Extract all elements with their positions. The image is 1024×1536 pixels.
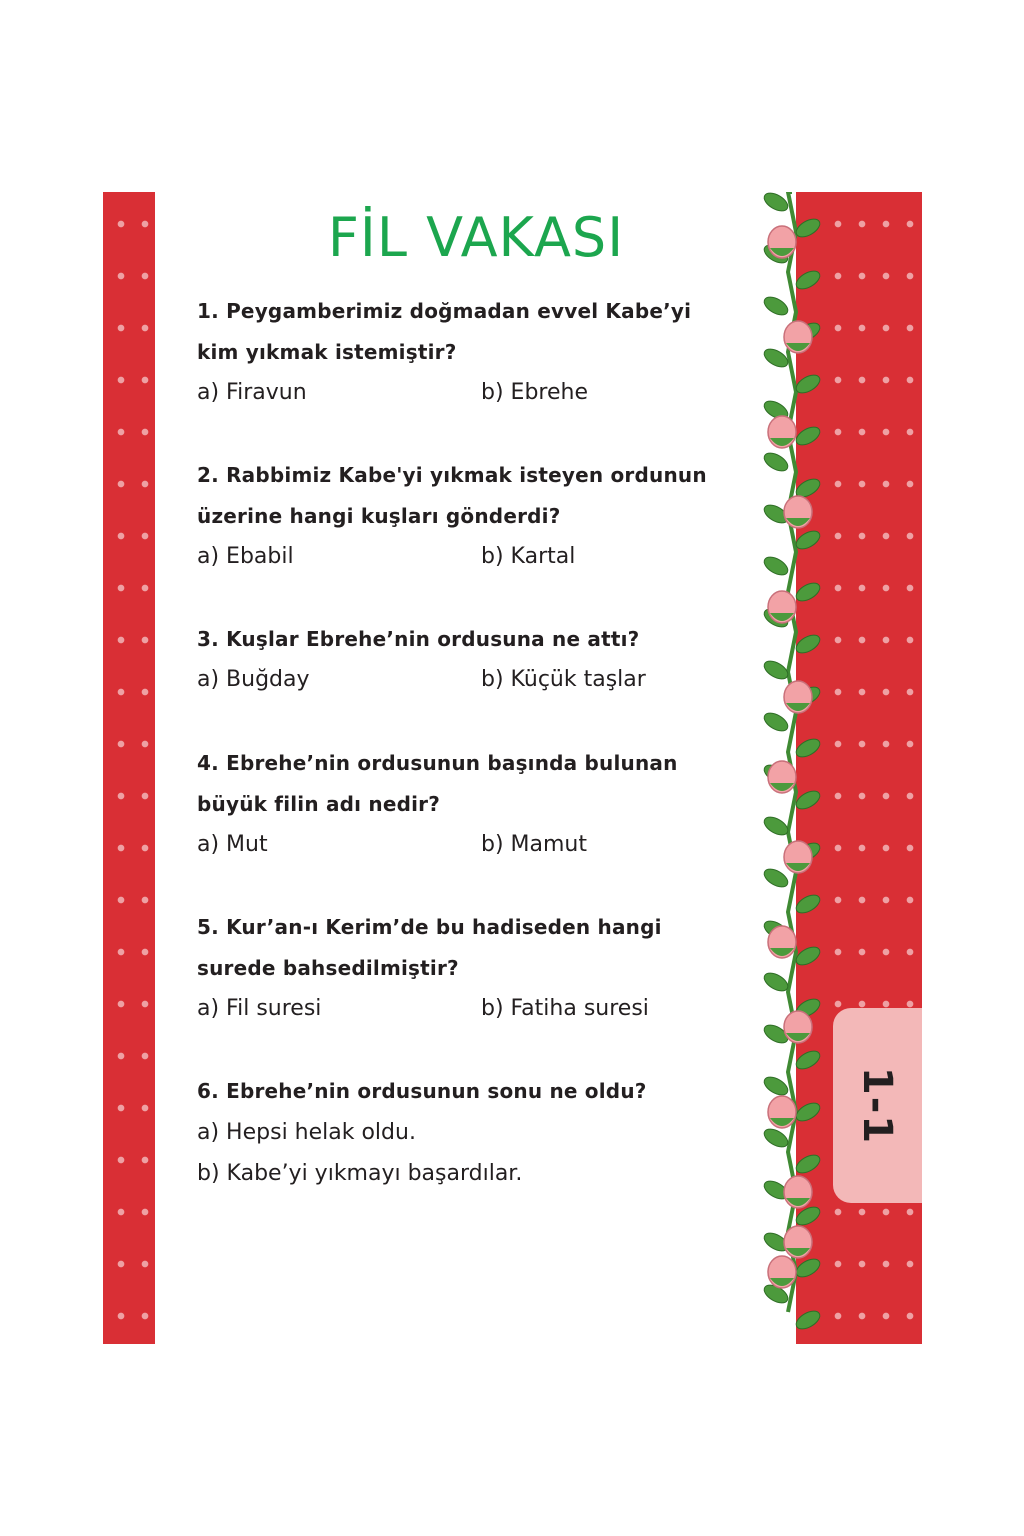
leaf-icon (761, 553, 791, 578)
option-b: b) Kartal (481, 544, 576, 569)
option-b: b) Ebrehe (481, 380, 588, 405)
question-text: 3. Kuşlar Ebrehe’nin ordusuna ne attı? (197, 627, 640, 651)
leaf-icon (793, 215, 822, 240)
option-b: b) Mamut (481, 832, 588, 857)
leaf-icon (793, 631, 822, 656)
flower-vine-decoration (752, 192, 822, 1344)
option-b: b) Fatiha suresi (481, 996, 649, 1021)
leaf-icon (793, 1151, 822, 1176)
leaf-icon (793, 735, 822, 760)
rosebud-icon (784, 1226, 812, 1258)
rosebud-icon (768, 761, 796, 793)
rosebud-icon (768, 591, 796, 623)
leaf-icon (761, 1073, 791, 1098)
rosebud-icon (768, 416, 796, 448)
leaf-icon (761, 657, 791, 682)
question-5 (197, 907, 737, 1029)
option-b: b) Kabe’yi yıkmayı başardılar. (197, 1161, 523, 1186)
option-a: a) Buğday (197, 667, 310, 692)
leaf-icon (793, 527, 822, 552)
question-text: 1. Peygamberimiz doğmadan evvel Kabe’yi kim yıkmak istemiştir? (197, 299, 692, 364)
option-a: a) Mut (197, 832, 268, 857)
question-2 (197, 455, 737, 577)
leaf-icon (761, 709, 791, 734)
rosebud-icon (784, 1011, 812, 1043)
leaf-icon (793, 1255, 822, 1280)
leaf-icon (793, 267, 822, 292)
question-text: 4. Ebrehe’nin ordusunun başında bulunan büyük filin adı nedir? (197, 751, 678, 816)
option-a: a) Hepsi helak oldu. (197, 1120, 416, 1145)
option-a: a) Ebabil (197, 544, 294, 569)
question-4 (197, 743, 737, 865)
rosebud-icon (768, 926, 796, 958)
rosebud-icon (784, 1176, 812, 1208)
leaf-icon (793, 423, 822, 448)
question-text: 5. Kur’an-ı Kerim’de bu hadiseden hangi surede bahsedilmiştir? (197, 915, 662, 980)
leaf-icon (793, 1307, 822, 1332)
page-number-label: 1-1 (854, 1066, 901, 1145)
question-3 (197, 619, 737, 700)
leaf-icon (793, 579, 822, 604)
rosebud-icon (784, 321, 812, 353)
question-1 (197, 291, 737, 413)
leaf-icon (761, 449, 791, 474)
rosebud-icon (768, 1096, 796, 1128)
page-title: FİL VAKASI (327, 206, 625, 269)
leaf-icon (793, 891, 822, 916)
option-a: a) Fil suresi (197, 996, 322, 1021)
question-text: 2. Rabbimiz Kabe'yi yıkmak isteyen ordunun üzerine hangi kuşları gönderdi? (197, 463, 707, 528)
leaf-icon (793, 1099, 822, 1124)
left-decorative-strip (103, 192, 155, 1344)
leaf-icon (793, 1047, 822, 1072)
option-b: b) Küçük taşlar (481, 667, 646, 692)
leaf-icon (761, 813, 791, 838)
rosebud-icon (784, 841, 812, 873)
vine-stem (788, 192, 796, 1312)
leaf-icon (761, 865, 791, 890)
leaf-icon (761, 293, 791, 318)
question-6 (197, 1071, 737, 1194)
rosebud-icon (784, 496, 812, 528)
leaf-icon (793, 943, 822, 968)
question-text: 6. Ebrehe’nin ordusunun sonu ne oldu? (197, 1079, 647, 1103)
leaf-icon (761, 1125, 791, 1150)
option-a: a) Firavun (197, 380, 307, 405)
leaf-icon (761, 345, 791, 370)
rosebud-icon (768, 1256, 796, 1288)
rosebud-icon (784, 681, 812, 713)
